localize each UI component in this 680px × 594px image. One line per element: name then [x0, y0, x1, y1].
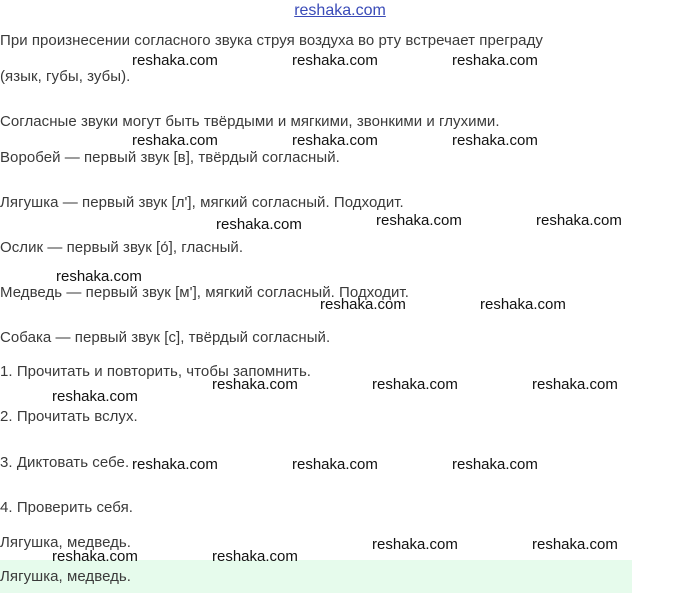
watermark: reshaka.com: [52, 548, 138, 565]
watermark: reshaka.com: [52, 388, 138, 405]
watermark: reshaka.com: [452, 52, 538, 69]
text-line: (язык, губы, зубы).: [0, 68, 131, 85]
step-item: 4. Проверить себя.: [0, 499, 133, 516]
watermark: reshaka.com: [132, 52, 218, 69]
watermark: reshaka.com: [132, 456, 218, 473]
text-line: Воробей — первый звук [в], твёрдый согласный.: [0, 149, 340, 166]
watermark: reshaka.com: [480, 296, 566, 313]
step-item: 1. Прочитать и повторить, чтобы запомнить.: [0, 363, 312, 380]
answer-text: Лягушка, медведь.: [0, 568, 132, 585]
watermark: reshaka.com: [56, 268, 142, 285]
watermark: reshaka.com: [212, 548, 298, 565]
watermark: reshaka.com: [292, 456, 378, 473]
text-line: Лягушка, медведь.: [0, 534, 132, 551]
watermark: reshaka.com: [212, 376, 298, 393]
watermark: reshaka.com: [372, 536, 458, 553]
watermark: reshaka.com: [132, 132, 218, 149]
site-brand-link[interactable]: reshaka.com: [294, 2, 386, 19]
text-line: Медведь — первый звук [м'], мягкий согласный. Подходит.: [0, 284, 409, 301]
text-line: Лягушка — первый звук [л'], мягкий согласный. Подходит.: [0, 194, 404, 211]
step-item: 2. Прочитать вслух.: [0, 408, 138, 425]
step-item: 3. Диктовать себе.: [0, 454, 130, 471]
watermark: reshaka.com: [532, 376, 618, 393]
watermark: reshaka.com: [292, 132, 378, 149]
watermark: reshaka.com: [372, 376, 458, 393]
text-line: Ослик — первый звук [о́], гласный.: [0, 239, 244, 256]
watermark: reshaka.com: [536, 212, 622, 229]
watermark: reshaka.com: [452, 132, 538, 149]
watermark: reshaka.com: [292, 52, 378, 69]
watermark: reshaka.com: [532, 536, 618, 553]
watermark: reshaka.com: [320, 296, 406, 313]
text-line: При произнесении согласного звука струя воздуха во рту встречает преграду: [0, 32, 543, 49]
text-line: Собака — первый звук [с], твёрдый согласный.: [0, 329, 331, 346]
text-line: Согласные звуки могут быть твёрдыми и мягкими, звонкими и глухими.: [0, 113, 500, 130]
watermark: reshaka.com: [216, 216, 302, 233]
watermark: reshaka.com: [452, 456, 538, 473]
watermark: reshaka.com: [376, 212, 462, 229]
